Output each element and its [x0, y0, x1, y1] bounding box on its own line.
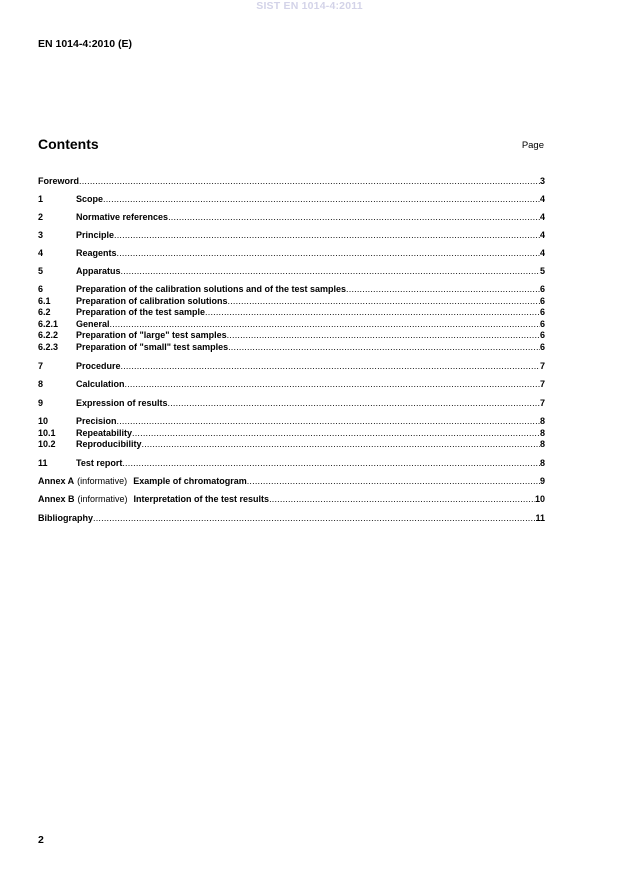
toc-entry-title: Precision: [76, 416, 117, 426]
toc-entry-page: 9: [539, 476, 545, 486]
toc-entry-6-2-1[interactable]: [38, 319, 545, 330]
toc-entry-8[interactable]: [38, 379, 545, 390]
toc-entry-number: 11: [38, 458, 48, 468]
toc-leader-dots: [205, 307, 540, 318]
toc-entry-title: Procedure: [76, 361, 121, 371]
toc-entry-number: 8: [38, 379, 44, 389]
toc-entry-page: 8: [539, 458, 545, 468]
toc-entry-page: 8: [539, 439, 545, 449]
toc-entry-number: 6.2.3: [38, 341, 59, 352]
toc-entry-7[interactable]: [38, 361, 545, 372]
toc-leader-dots: [228, 342, 540, 353]
toc-leader-dots: [121, 266, 540, 277]
toc-leader-dots: [79, 176, 540, 187]
toc-entry-page: 4: [539, 212, 545, 222]
toc-entry-number: 7: [38, 361, 44, 371]
toc-entry-number: 2: [38, 212, 44, 222]
toc-entry-title: Principle: [76, 230, 115, 240]
toc-entry-title: Test report: [76, 458, 123, 468]
toc-entry-6-2[interactable]: [38, 307, 545, 318]
toc-entry-page: 11: [535, 513, 545, 523]
toc-entry-page: 4: [539, 230, 545, 240]
toc-entry-number: 6.2.1: [38, 318, 59, 329]
toc-leader-dots: [114, 230, 540, 241]
toc-entry-title: Normative references: [76, 212, 169, 222]
toc-entry-2[interactable]: [38, 212, 545, 223]
toc-leader-dots: [103, 194, 540, 205]
toc-entry-number: 6: [38, 284, 44, 294]
toc-entry-title: Preparation of the test sample: [76, 307, 206, 317]
toc-entry-1[interactable]: [38, 194, 545, 205]
toc-entry-title: Example of chromatogram: [133, 476, 247, 486]
toc-entry-title: Preparation of calibration solutions: [76, 295, 228, 306]
toc-entry-4[interactable]: [38, 248, 545, 259]
toc-entry-number: 6.1: [38, 295, 51, 306]
toc-entry-number: 10.1: [38, 427, 56, 438]
toc-annex-a[interactable]: [38, 476, 545, 487]
toc-bibliography[interactable]: [38, 513, 545, 524]
toc-leader-dots: [168, 398, 540, 409]
toc-entry-page: 6: [539, 330, 545, 340]
toc-entry-title: Bibliography: [38, 513, 94, 523]
toc-leader-dots: [346, 284, 540, 295]
toc-leader-dots: [168, 212, 540, 223]
toc-entry-title: Reproducibility: [76, 439, 142, 449]
toc-entry-number: 6.2: [38, 307, 51, 317]
toc-entry-page: 8: [539, 427, 545, 438]
page-number: 2: [38, 834, 44, 846]
toc-leader-dots: [247, 476, 540, 487]
toc-entry-title: Apparatus: [76, 266, 121, 276]
toc-leader-dots: [269, 494, 535, 505]
toc-entry-6[interactable]: [38, 284, 545, 295]
toc-entry-page: 6: [539, 341, 545, 352]
toc-entry-number: 10: [38, 416, 49, 426]
toc-leader-dots: [227, 330, 540, 341]
toc-entry-page: 7: [539, 379, 545, 389]
toc-entry-5[interactable]: [38, 266, 545, 277]
toc-leader-dots: [110, 319, 540, 330]
toc-entry-page: 7: [539, 361, 545, 371]
toc-entry-title: Foreword: [38, 176, 80, 186]
toc-entry-3[interactable]: [38, 230, 545, 241]
toc-entry-title: Calculation: [76, 379, 125, 389]
toc-entry-title: General: [76, 318, 110, 329]
toc-entry-page: 4: [539, 194, 545, 204]
toc-entry-6-2-2[interactable]: [38, 330, 545, 341]
toc-leader-dots: [142, 439, 540, 450]
toc-entry-title: Expression of results: [76, 398, 168, 408]
toc-entry-page: 8: [539, 416, 545, 426]
document-id: EN 1014-4:2010 (E): [38, 38, 132, 50]
toc-entry-page: 6: [539, 284, 545, 294]
toc-leader-dots: [122, 458, 540, 469]
toc-entry-page: 5: [539, 266, 545, 276]
toc-entry-page: 7: [539, 398, 545, 408]
annex-label: [38, 494, 134, 505]
toc-leader-dots: [121, 361, 540, 372]
annex-letter: Annex A: [38, 476, 75, 486]
toc-leader-dots: [228, 296, 540, 307]
toc-leader-dots: [125, 379, 540, 390]
toc-entry-foreword[interactable]: [38, 176, 545, 187]
toc-entry-number: 6.2.2: [38, 330, 59, 340]
toc-entry-page: 6: [539, 318, 545, 329]
toc-entry-title: Scope: [76, 194, 104, 204]
toc-entry-page: 3: [539, 176, 545, 186]
toc-entry-number: 3: [38, 230, 44, 240]
toc-entry-title: Interpretation of the test results: [133, 494, 270, 504]
toc-leader-dots: [93, 513, 535, 524]
toc-annex-b[interactable]: [38, 494, 545, 505]
toc-entry-6-2-3[interactable]: [38, 342, 545, 353]
toc-entry-title: Reagents: [76, 248, 117, 258]
toc-entry-11[interactable]: [38, 458, 545, 469]
toc-entry-10[interactable]: [38, 416, 545, 427]
toc-entry-title: Preparation of "large" test samples: [76, 330, 227, 340]
watermark: SIST EN 1014-4:2011: [256, 0, 363, 12]
annex-letter: Annex B: [38, 494, 75, 504]
toc-entry-number: 4: [38, 248, 44, 258]
toc-entry-page: 6: [539, 307, 545, 317]
toc-entry-page: 4: [539, 248, 545, 258]
toc-entry-page: 10: [534, 494, 545, 504]
toc-entry-number: 5: [38, 266, 44, 276]
toc-entry-6-1[interactable]: [38, 296, 545, 307]
toc-entry-title: Repeatability: [76, 427, 133, 438]
annex-informative: (informative): [77, 494, 128, 504]
toc-entry-10-1[interactable]: [38, 428, 545, 439]
page-column-label: Page: [521, 140, 544, 151]
toc-entry-number: 10.2: [38, 439, 56, 449]
toc-entry-10-2[interactable]: [38, 439, 545, 450]
toc-entry-title: Preparation of the calibration solutions and of the test samples: [76, 284, 347, 294]
contents-title: Contents: [38, 136, 99, 152]
toc-leader-dots: [117, 416, 540, 427]
annex-informative: (informative): [77, 476, 128, 486]
toc-entry-number: 1: [38, 194, 44, 204]
toc-leader-dots: [132, 428, 540, 439]
annex-label: [38, 476, 133, 487]
toc-entry-number: 9: [38, 398, 44, 408]
toc-entry-9[interactable]: [38, 398, 545, 409]
toc-leader-dots: [117, 248, 540, 259]
toc-entry-title: Preparation of "small" test samples: [76, 341, 229, 352]
toc-entry-page: 6: [539, 295, 545, 306]
